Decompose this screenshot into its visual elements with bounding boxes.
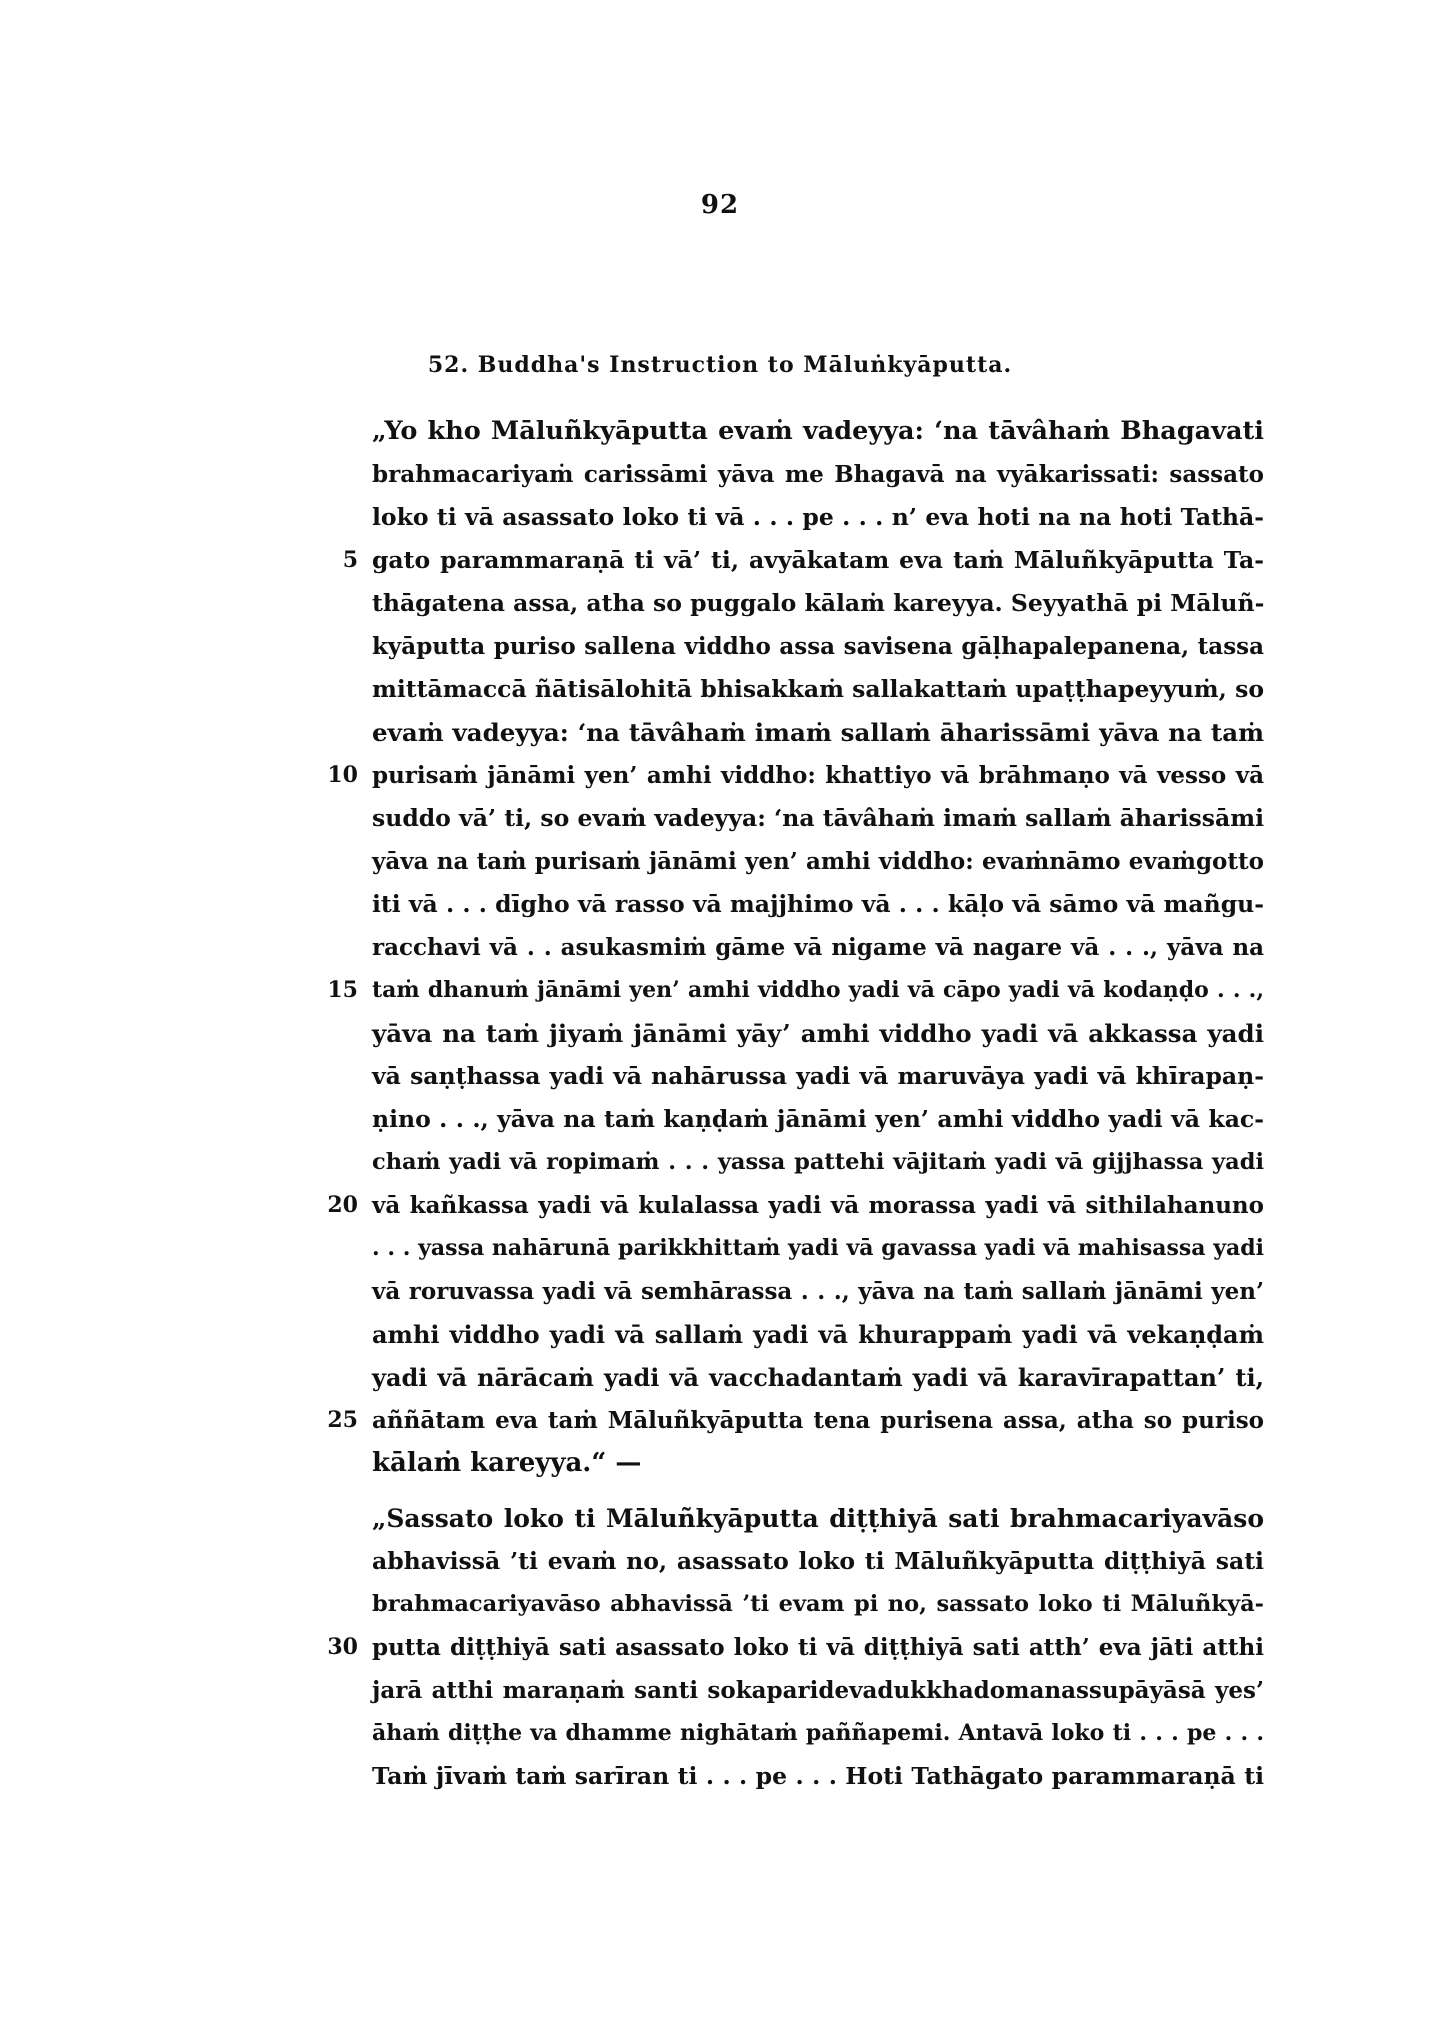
line-text: aññātam eva taṁ Māluñkyāputta tena purisena assa, atha so puriso (372, 1407, 1264, 1434)
text-line (372, 625, 1264, 668)
text-line (372, 1098, 1264, 1141)
text-line (372, 1712, 1264, 1755)
line-number: 30 (327, 1634, 358, 1660)
line-text: loko ti vā asassato loko ti vā . . . pe . . . n’ eva hoti na na hoti Tathā- (372, 503, 1264, 531)
line-text: yadi vā nārācaṁ yadi vā vacchadantaṁ yadi vā karavīrapattan’ ti, (372, 1363, 1264, 1392)
text-line (327, 1399, 1264, 1442)
text-line (372, 1356, 1264, 1399)
line-text: yāva na taṁ purisaṁ jānāmi yen’ amhi viddho: evaṁnāmo evaṁgotto (372, 848, 1264, 875)
text-line (372, 453, 1264, 496)
text-line (327, 754, 1264, 797)
text-line (372, 1012, 1264, 1055)
line-number: 20 (327, 1192, 358, 1218)
text-line (372, 582, 1264, 625)
text-line (372, 797, 1264, 840)
text-line (372, 1313, 1264, 1356)
section-heading: 52. Buddha's Instruction to Māluṅkyāputta. (427, 352, 1013, 378)
line-text: vā kañkassa yadi vā kulalassa yadi vā morassa yadi vā sithilahanuno (372, 1192, 1264, 1219)
text-line (327, 1184, 1264, 1227)
line-text: yāva na taṁ jiyaṁ jānāmi yāy’ amhi viddho yadi vā akkassa yadi (372, 1019, 1264, 1048)
line-text: mittāmaccā ñātisālohitā bhisakkaṁ sallakattaṁ upaṭṭhapeyyuṁ, so (372, 675, 1264, 703)
text-line (372, 840, 1264, 883)
line-text: brahmacariyavāso abhavissā ’ti evam pi no, sassato loko ti Māluñkyā- (372, 1591, 1264, 1617)
text-line (372, 1540, 1264, 1583)
text-line (342, 539, 1264, 582)
text-line (372, 496, 1264, 539)
line-text: amhi viddho yadi vā sallaṁ yadi vā khurappaṁ yadi vā vekaṇḍaṁ (372, 1320, 1264, 1349)
text-line (372, 711, 1264, 754)
line-number: 15 (327, 977, 358, 1003)
line-number: 10 (327, 762, 358, 788)
line-number: 5 (342, 547, 358, 573)
line-text: Taṁ jīvaṁ taṁ sarīran ti . . . pe . . . Hoti Tathāgato parammaraṇā ti (372, 1762, 1264, 1790)
line-text: kālaṁ kareyya.“ — (372, 1448, 642, 1478)
line-text: āhaṁ diṭṭhe va dhamme nighātaṁ paññapemi. Antavā loko ti . . . pe . . . (372, 1720, 1264, 1746)
line-text: jarā atthi maraṇaṁ santi sokaparidevadukkhadomanassupāyāsā yes’ (372, 1677, 1264, 1704)
text-line (372, 410, 1264, 453)
text-line (372, 1227, 1264, 1270)
line-text: evaṁ vadeyya: ‘na tāvâhaṁ imaṁ sallaṁ āharissāmi yāva na taṁ (372, 718, 1264, 747)
text-line (372, 1583, 1264, 1626)
line-text: „Yo kho Māluñkyāputta evaṁ vadeyya: ‘na tāvâhaṁ Bhagavati (372, 416, 1264, 446)
line-text: brahmacariyaṁ carissāmi yāva me Bhagavā na vyākarissati: sassato (372, 461, 1264, 488)
line-text: „Sassato loko ti Māluñkyāputta diṭṭhiyā sati brahmacariyavāso (372, 1504, 1264, 1533)
text-line (372, 1669, 1264, 1712)
line-text: thāgatena assa, atha so puggalo kālaṁ kareyya. Seyyathā pi Māluñ- (372, 589, 1265, 617)
line-number: 25 (327, 1407, 358, 1433)
line-text: gato parammaraṇā ti vā’ ti, avyākatam eva taṁ Māluñkyāputta Ta- (372, 546, 1264, 574)
text-line (372, 1055, 1264, 1098)
text-line (372, 1442, 1264, 1485)
text-line (372, 883, 1264, 926)
text-line (372, 926, 1264, 969)
line-text: vā saṇṭhassa yadi vā nahārussa yadi vā maruvāya yadi vā khīrapaṇ- (372, 1062, 1264, 1090)
line-text: abhavissā ’ti evaṁ no, asassato loko ti Māluñkyāputta diṭṭhiyā sati (372, 1547, 1264, 1575)
text-line (372, 1141, 1264, 1184)
line-text: kyāputta puriso sallena viddho assa savisena gāḷhapalepanena, tassa (372, 633, 1264, 660)
text-line (372, 1497, 1264, 1540)
text-line (327, 1626, 1264, 1669)
line-text: purisaṁ jānāmi yen’ amhi viddho: khattiyo vā brāhmaṇo vā vesso vā (372, 762, 1264, 789)
text-line (372, 1270, 1264, 1313)
text-line (372, 668, 1264, 711)
line-text: chaṁ yadi vā ropimaṁ . . . yassa pattehi vājitaṁ yadi vā gijjhassa yadi (372, 1149, 1264, 1175)
line-text: vā roruvassa yadi vā semhārassa . . ., yāva na taṁ sallaṁ jānāmi yen’ (372, 1278, 1264, 1305)
line-text: racchavi vā . . asukasmiṁ gāme vā nigame vā nagare vā . . ., yāva na (372, 934, 1264, 961)
line-text: . . . yassa nahārunā parikkhittaṁ yadi vā gavassa yadi vā mahisassa yadi (372, 1235, 1264, 1261)
line-text: taṁ dhanuṁ jānāmi yen’ amhi viddho yadi vā cāpo yadi vā kodaṇḍo . . ., (372, 977, 1264, 1003)
line-text: suddo vā’ ti, so evaṁ vadeyya: ‘na tāvâhaṁ imaṁ sallaṁ āharissāmi (372, 804, 1265, 832)
line-text: iti vā . . . dīgho vā rasso vā majjhimo vā . . . kāḷo vā sāmo vā mañgu- (372, 890, 1264, 918)
text-line (372, 1755, 1264, 1798)
line-text: ṇino . . ., yāva na taṁ kaṇḍaṁ jānāmi yen’ amhi viddho yadi vā kac- (372, 1105, 1264, 1133)
line-text: putta diṭṭhiyā sati asassato loko ti vā diṭṭhiyā sati atth’ eva jāti atthi (372, 1634, 1264, 1661)
page-number: 92 (700, 190, 740, 220)
text-body (327, 410, 1265, 1798)
text-line (327, 969, 1264, 1012)
